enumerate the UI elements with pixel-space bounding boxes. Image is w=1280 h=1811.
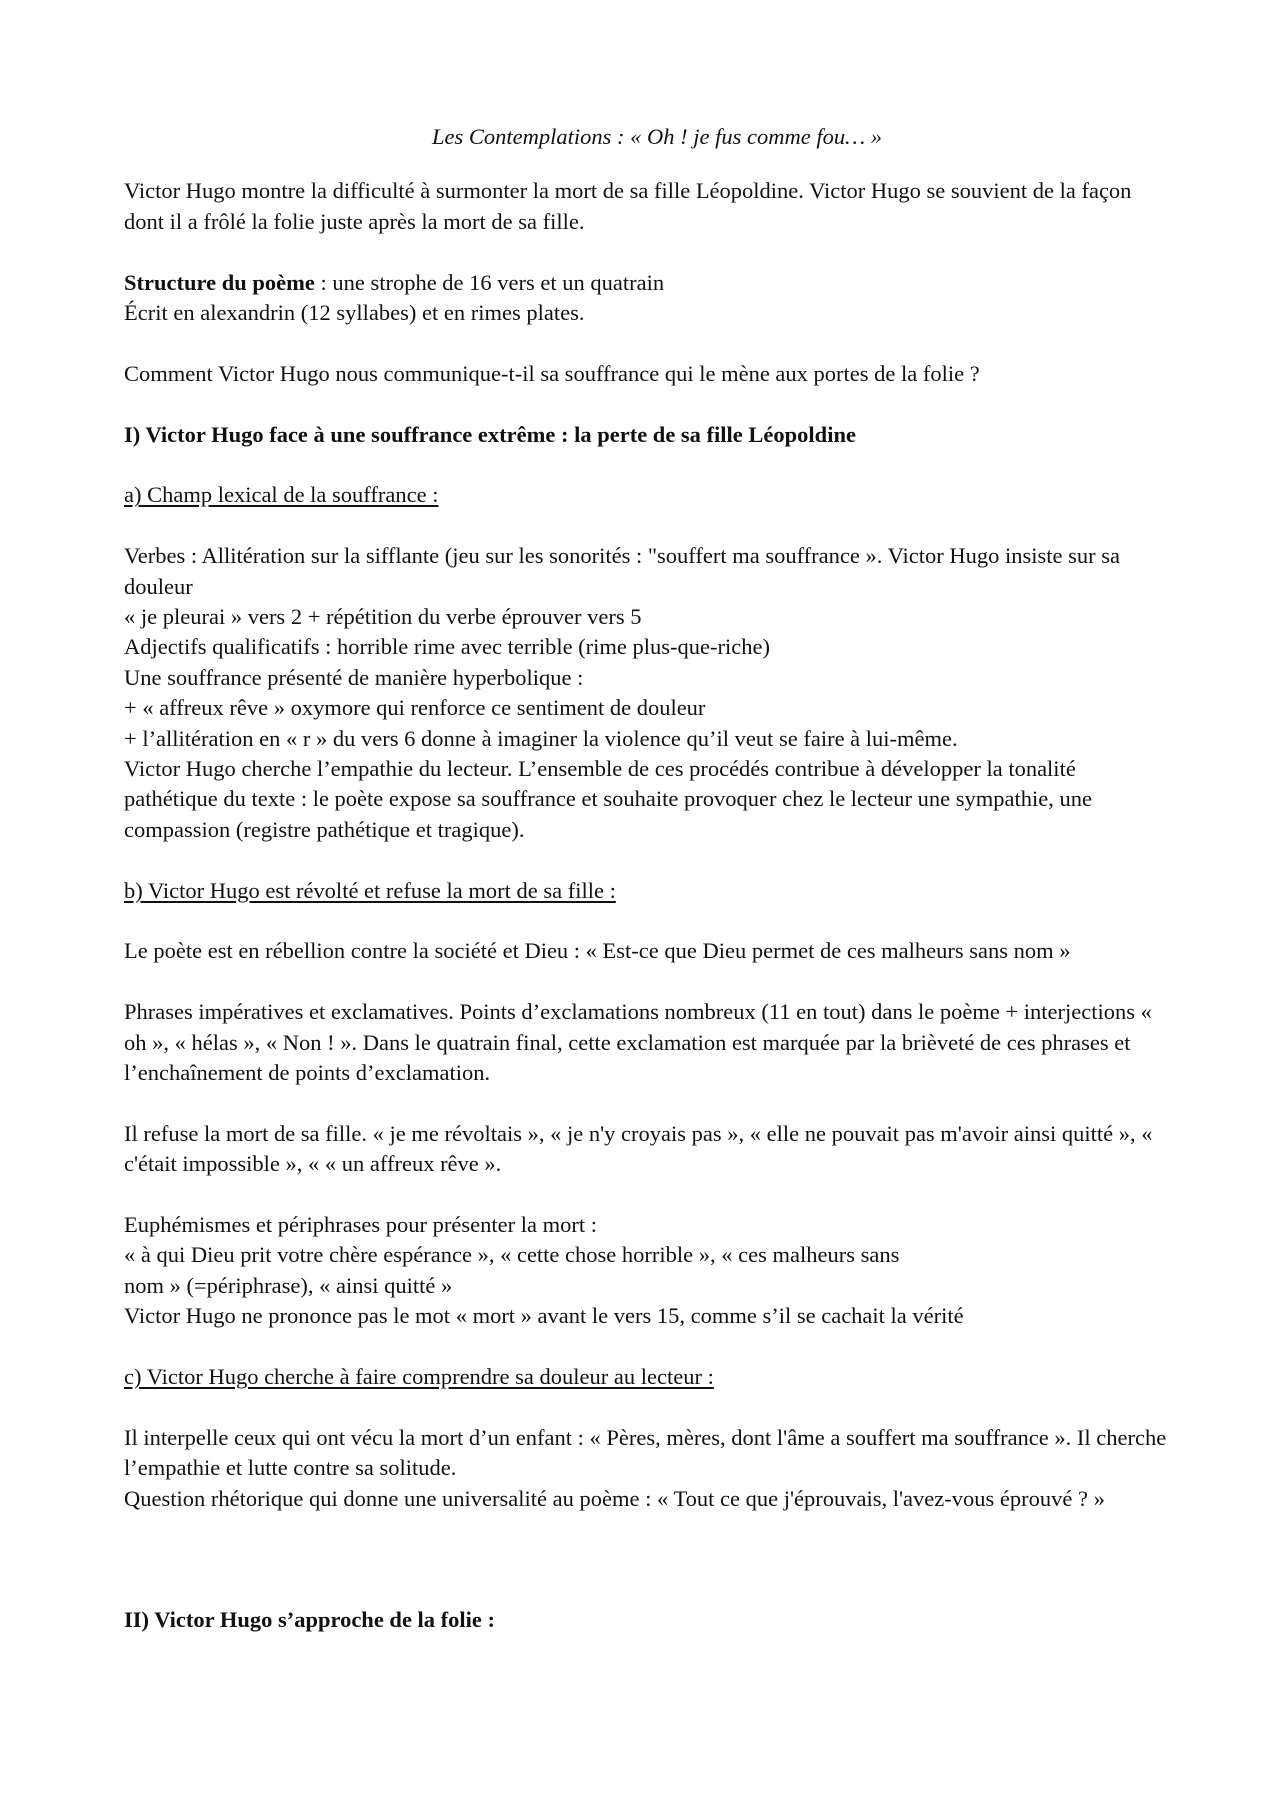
section-c-heading: c) Victor Hugo cherche à faire comprendre sa douleur au lecteur : xyxy=(124,1364,714,1390)
section-a-line: Une souffrance présenté de manière hyperbolique : xyxy=(124,664,584,690)
structure-text: : une strophe de 16 vers et un quatrain xyxy=(314,269,665,295)
section-a-heading: a) Champ lexical de la souffrance : xyxy=(124,482,439,508)
section-b-paragraph: Phrases impératives et exclamatives. Points d’exclamations nombreux (11 en tout) dans le poème + interjections « oh », « hélas », « Non ! ». Dans le quatrain final, cette exclamation est marquée par la brièveté de ces phrases et l’enchaînement de points d’exclamation. xyxy=(124,999,1152,1086)
part2-heading: II) Victor Hugo s’approche de la folie : xyxy=(124,1607,496,1633)
section-b-paragraph: Le poète est en rébellion contre la société et Dieu : « Est-ce que Dieu permet de ces malheurs sans nom » xyxy=(124,938,1071,964)
section-a-line: + l’allitération en « r » du vers 6 donne à imaginer la violence qu’il veut se faire à lui-même. xyxy=(124,725,958,751)
section-a-line: Adjectifs qualificatifs : horrible rime avec terrible (rime plus-que-riche) xyxy=(124,634,770,660)
section-c-line: Il interpelle ceux qui ont vécu la mort d’un enfant : « Pères, mères, dont l'âme a souffert ma souffrance ». Il cherche l’empathie et lutte contre sa solitude. xyxy=(124,1424,1167,1481)
structure-line-2: Écrit en alexandrin (12 syllabes) et en rimes plates. xyxy=(124,300,585,326)
structure-line xyxy=(124,268,1174,298)
section-b-line: Victor Hugo ne prononce pas le mot « mort » avant le vers 15, comme s’il se cachait la vérité xyxy=(124,1303,964,1329)
section-b-line: « à qui Dieu prit votre chère espérance », « cette chose horrible », « ces malheurs sans xyxy=(124,1242,900,1268)
section-a-line: « je pleurai » vers 2 + répétition du verbe éprouver vers 5 xyxy=(124,604,642,630)
section-b-heading: b) Victor Hugo est révolté et refuse la mort de sa fille : xyxy=(124,877,616,903)
section-a-line: Victor Hugo cherche l’empathie du lecteur. L’ensemble de ces procédés contribue à développer la tonalité pathétique du texte : le poète expose sa souffrance et souhaite provoquer chez le lecteur une sympathie, une compassion (registre pathétique et tragique). xyxy=(124,756,1092,842)
section-b-paragraph: Il refuse la mort de sa fille. « je me révoltais », « je n'y croyais pas », « elle ne pouvait pas m'avoir ainsi quitté », « c'était impossible », « « un affreux rêve ». xyxy=(124,1120,1153,1177)
section-c-line: Question rhétorique qui donne une universalité au poème : « Tout ce que j'éprouvais, l'avez-vous éprouvé ? » xyxy=(124,1485,1105,1511)
document-title: Les Contemplations : « Oh ! je fus comme fou… » xyxy=(432,124,882,149)
section-a-line: + « affreux rêve » oxymore qui renforce ce sentiment de douleur xyxy=(124,695,706,721)
document-content xyxy=(124,122,1174,1636)
section-a-line: Verbes : Allitération sur la sifflante (jeu sur les sonorités : "souffert ma souffrance ». Victor Hugo insiste sur sa douleur xyxy=(124,543,1120,599)
section-b-line: Euphémismes et périphrases pour présenter la mort : xyxy=(124,1212,597,1238)
structure-label: Structure du poème xyxy=(124,269,315,295)
section-b-line: nom » (=périphrase), « ainsi quitté » xyxy=(124,1272,453,1298)
intro-paragraph: Victor Hugo montre la difficulté à surmonter la mort de sa fille Léopoldine. Victor Hugo se souvient de la façon dont il a frôlé la folie juste après la mort de sa fille. xyxy=(124,178,1132,234)
part1-heading: I) Victor Hugo face à une souffrance extrême : la perte de sa fille Léopoldine xyxy=(124,421,856,447)
problem-question: Comment Victor Hugo nous communique-t-il sa souffrance qui le mène aux portes de la folie ? xyxy=(124,360,980,386)
